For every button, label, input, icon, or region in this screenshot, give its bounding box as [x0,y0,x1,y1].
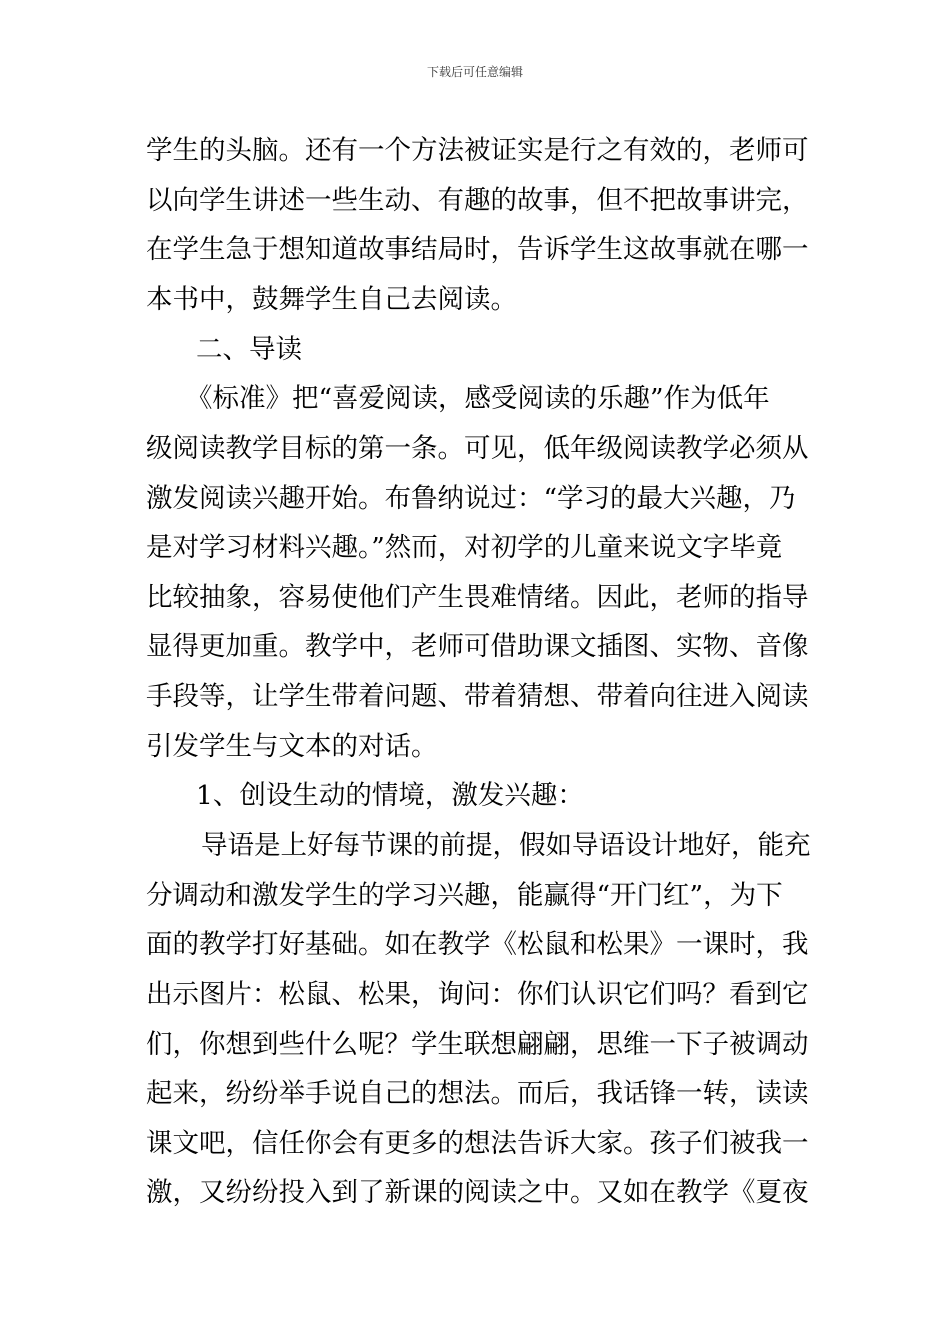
body-line: 本书中，鼓舞学生自己去阅读。 [146,284,517,315]
body-line: 是对学习材料兴趣。”然而，对初学的儿童来说文字毕竟 [146,532,783,563]
page-header: 下载后可任意编辑 [426,65,523,79]
body-line: 在学生急于想知道故事结局时，告诉学生这故事就在哪一 [146,234,809,265]
body-line: 级阅读教学目标的第一条。可见，低年级阅读教学必须从 [146,433,809,464]
body-line: 激，又纷纷投入到了新课的阅读之中。又如在教学《夏夜 [146,1177,809,1208]
body-line: 引发学生与文本的对话。 [146,731,438,762]
body-line: 导语是上好每节课的前提，假如导语设计地好，能充 [201,830,811,861]
section-heading: 二、导读 [196,334,302,365]
body-line: 手段等，让学生带着问题、带着猜想、带着向往进入阅读 [146,681,809,712]
subsection-heading: 1、创设生动的情境，激发兴趣： [196,780,584,811]
body-line: 以向学生讲述一些生动、有趣的故事，但不把故事讲完， [146,185,809,216]
body-line: 们，你想到些什么呢？学生联想翩翩，思维一下子被调动 [146,1029,809,1060]
body-line: 分调动和激发学生的学习兴趣，能赢得“开门红”，为下 [146,880,783,911]
body-line: 课文吧，信任你会有更多的想法告诉大家。孩子们被我一 [146,1128,809,1159]
body-line: 面的教学打好基础。如在教学《松鼠和松果》一课时，我 [146,929,809,960]
body-line: 起来，纷纷举手说自己的想法。而后，我话锋一转，读读 [146,1078,809,1109]
body-line: 比较抽象，容易使他们产生畏难情绪。因此，老师的指导 [146,582,809,613]
body-line: 激发阅读兴趣开始。布鲁纳说过：“学习的最大兴趣，乃 [146,483,796,514]
body-line: 显得更加重。教学中，老师可借助课文插图、实物、音像 [146,631,809,662]
body-line: 出示图片：松鼠、松果，询问：你们认识它们吗？看到它 [146,979,809,1010]
body-line: 《标准》把“喜爱阅读，感受阅读的乐趣”作为低年 [186,383,770,414]
body-line: 学生的头脑。还有一个方法被证实是行之有效的，老师可 [146,135,809,166]
